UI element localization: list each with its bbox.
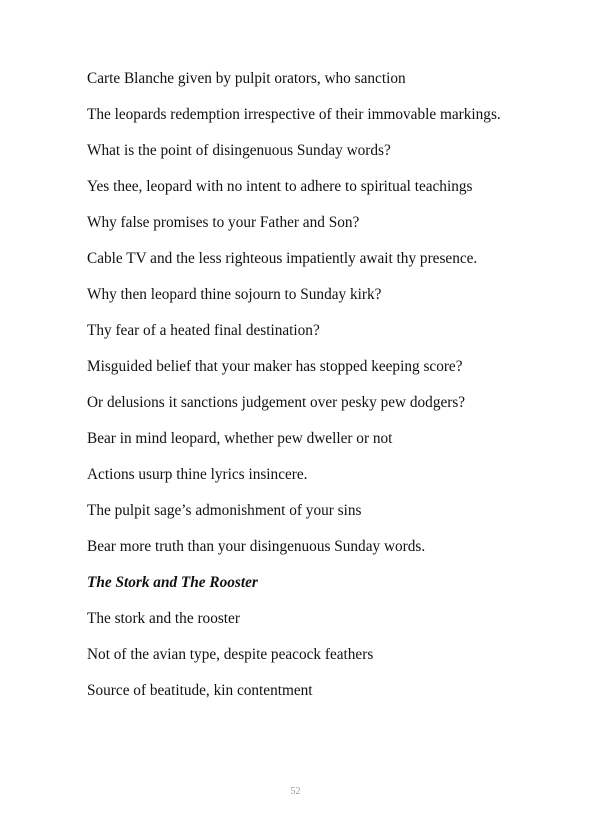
poem-line: Or delusions it sanctions judgement over pesky pew dodgers? <box>87 394 466 411</box>
poem-line: Bear in mind leopard, whether pew dweller or not <box>87 430 393 447</box>
poem-line: Why false promises to your Father and Son? <box>87 214 360 231</box>
poem-line: Yes thee, leopard with no intent to adhere to spiritual teachings <box>87 178 473 195</box>
poem-line: The leopards redemption irrespective of their immovable markings. <box>87 106 501 123</box>
poem-title: The Stork and The Rooster <box>87 574 258 591</box>
poem-line: Why then leopard thine sojourn to Sunday kirk? <box>87 286 382 303</box>
poem-line: Bear more truth than your disingenuous Sunday words. <box>87 538 426 555</box>
poem-line: Cable TV and the less righteous impatiently await thy presence. <box>87 250 478 267</box>
poem-line: Misguided belief that your maker has stopped keeping score? <box>87 358 463 375</box>
poem-line: The stork and the rooster <box>87 610 240 627</box>
poem-line: Not of the avian type, despite peacock feathers <box>87 646 374 663</box>
poem-line: Actions usurp thine lyrics insincere. <box>87 466 308 483</box>
page-body <box>87 68 504 716</box>
poem-line: Source of beatitude, kin contentment <box>87 682 313 699</box>
poem-line: Thy fear of a heated final destination? <box>87 322 320 339</box>
poem-line: The pulpit sage’s admonishment of your sins <box>87 502 362 519</box>
poem-line: Carte Blanche given by pulpit orators, who sanction <box>87 70 406 87</box>
page-number: 52 <box>290 786 301 797</box>
poem-line: What is the point of disingenuous Sunday words? <box>87 142 391 159</box>
